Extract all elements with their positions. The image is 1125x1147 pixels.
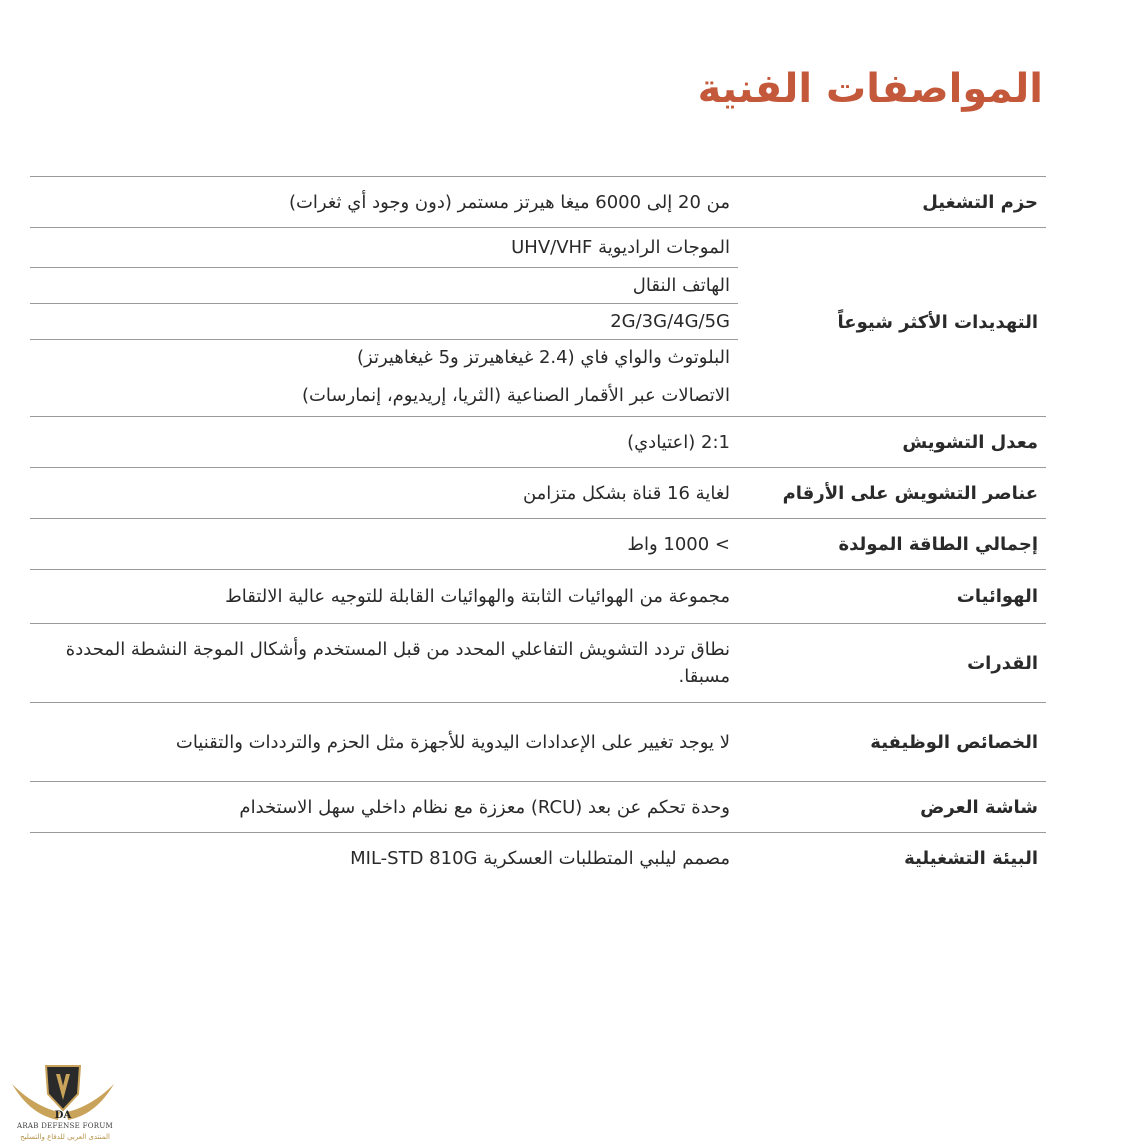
spec-row (30, 227, 1046, 416)
spec-value: مصمم ليلبي المتطلبات العسكرية MIL-STD 810G (350, 847, 730, 869)
spec-row (30, 832, 1046, 883)
spec-label: معدل التشويش (902, 431, 1038, 453)
spec-value: الموجات الراديوية UHV/VHF (511, 237, 730, 258)
spec-row (30, 623, 1046, 702)
spec-label: عناصر التشويش على الأرقام (782, 482, 1038, 504)
spec-values (30, 417, 738, 467)
spec-row (30, 781, 1046, 832)
spec-label: القدرات (967, 652, 1038, 674)
spec-value: 2:1 (اعتيادي) (627, 431, 730, 453)
logo-text-en: ARAB DEFENSE FORUM (16, 1122, 114, 1130)
spec-value: 2G/3G/4G/5G (30, 303, 738, 339)
spec-label: الخصائص الوظيفية (870, 731, 1038, 753)
spec-value: لا يوجد تغيير على الإعدادات اليدوية للأجهزة مثل الحزم والترددات والتقنيات (175, 731, 730, 753)
spec-value: مجموعة من الهوائيات الثابتة والهوائيات القابلة للتوجيه عالية الالتقاط (225, 586, 730, 607)
spec-label: البيئة التشغيلية (904, 847, 1038, 869)
spec-values (30, 468, 738, 518)
spec-row (30, 176, 1046, 227)
spec-row (30, 702, 1046, 781)
page-title: المواصفات الفنية (697, 66, 1043, 112)
specs-table (30, 176, 1046, 883)
spec-value: نطاق تردد التشويش التفاعلي المحدد من قبل المستخدم وأشكال الموجة النشطة المحددة مسبقا. (65, 639, 730, 687)
arab-defense-forum-logo (8, 1060, 118, 1144)
spec-row (30, 416, 1046, 467)
spec-value: > 1000 واط (627, 533, 730, 555)
spec-label: الهوائيات (956, 586, 1038, 607)
spec-values (30, 624, 738, 702)
spec-label: إجمالي الطاقة المولدة (838, 533, 1038, 555)
spec-label: حزم التشغيل (922, 191, 1038, 213)
spec-values (30, 519, 738, 569)
spec-values (30, 833, 738, 883)
spec-values (30, 177, 738, 227)
spec-value: الاتصالات عبر الأقمار الصناعية (الثريا، إريديوم، إنمارسات) (301, 385, 730, 406)
spec-value: وحدة تحكم عن بعد (RCU) معززة مع نظام داخلي سهل الاستخدام (239, 796, 730, 818)
spec-row (30, 569, 1046, 623)
spec-row (30, 518, 1046, 569)
spec-value: لغاية 16 قناة بشكل متزامن (522, 482, 730, 504)
spec-row (30, 467, 1046, 518)
spec-value: من 20 إلى 6000 ميغا هيرتز مستمر (دون وجود أي ثغرات) (288, 191, 730, 213)
spec-label: التهديدات الأكثر شيوعاً (837, 311, 1038, 333)
spec-values (30, 703, 738, 781)
spec-value: الهاتف النقال (30, 267, 738, 303)
spec-label: شاشة العرض (920, 796, 1038, 818)
spec-values (30, 782, 738, 832)
logo-text-ar: المنتدى العربي للدفاع والتسليح (20, 1133, 110, 1141)
logo-initials: DA (54, 1110, 72, 1121)
spec-value: البلوتوث والواي فاي (2.4 غيغاهيرتز و5 غيغاهيرتز) (30, 339, 738, 375)
spec-values (30, 570, 738, 623)
spec-values (30, 228, 738, 416)
